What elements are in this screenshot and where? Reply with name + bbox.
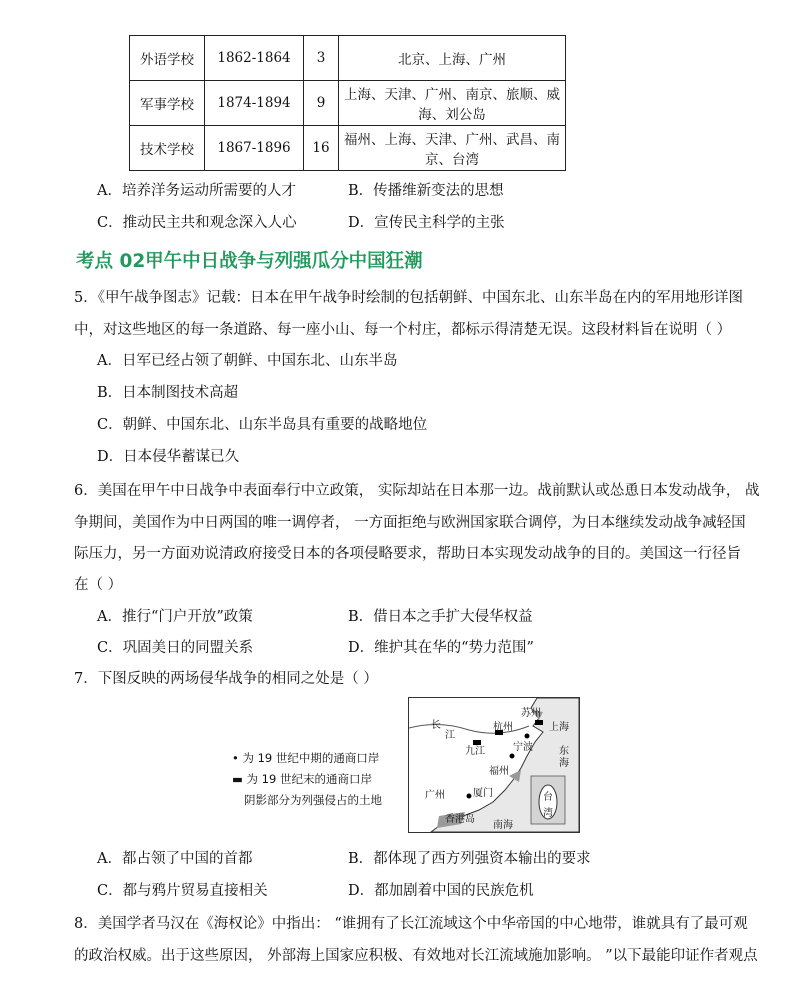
map-label: 江 (445, 730, 455, 741)
table-row (130, 81, 566, 126)
q4-option-c[interactable]: C．推动民主共和观念深入人心 (97, 215, 297, 231)
q6-stem-line: 争期间，美国作为中日两国的唯一调停者， 一方面拒绝与欧洲国家联合调停，为日本继续发动战争减轻国 (74, 515, 746, 531)
q7-option-a[interactable]: A．都占领了中国的首都 (97, 851, 253, 867)
map-label: 广州 (425, 790, 445, 801)
q6-option-b[interactable]: B．借日本之手扩大侵华权益 (348, 609, 533, 625)
q5-option-c[interactable]: C．朝鲜、中国东北、山东半岛具有重要的战略地位 (97, 417, 428, 433)
table-cell: 上海、天津、广州、南京、旅顺、威海、刘公岛 (339, 81, 566, 126)
q6-stem-line: 际压力，另一方面劝说清政府接受日本的各项侵略要求，帮助日本实现发动战争的目的。美国这一行径旨 (74, 546, 741, 562)
table-cell: 1874-1894 (205, 81, 304, 126)
map-label: 香港岛 (445, 814, 475, 825)
map-label: 南海 (493, 820, 513, 831)
section-heading: 考点 02甲午中日战争与列强瓜分中国狂潮 (76, 251, 423, 272)
map-label: 杭州 (493, 722, 513, 733)
map-label: 湾 (543, 808, 553, 819)
q7-option-c[interactable]: C．都与鸦片贸易直接相关 (97, 883, 268, 899)
q5-stem-line: 5．《甲午战争图志》记载：日本在甲午战争时绘制的包括朝鲜、中国东北、山东半岛在内的军用地形详图 (74, 290, 743, 306)
table-row (130, 36, 566, 81)
q7-option-d[interactable]: D．都加剧着中国的民族危机 (348, 883, 534, 899)
map-label: 东 (559, 746, 569, 757)
q6-option-d[interactable]: D．维护其在华的“势力范围” (348, 640, 534, 656)
table-cell: 军事学校 (130, 81, 205, 126)
schools-table (129, 35, 566, 171)
q7-stem: 7．下图反映的两场侵华战争的相同之处是（ ） (74, 671, 378, 687)
map-legend-item: ▬ 为 19 世纪末的通商口岸 (232, 772, 372, 786)
map-label: 苏州 (521, 708, 541, 719)
map-label: 长 (431, 720, 441, 731)
q4-option-b[interactable]: B．传播维新变法的思想 (348, 183, 504, 199)
map-label: 宁波 (513, 742, 533, 753)
q4-option-a[interactable]: A．培养洋务运动所需要的人才 (97, 183, 296, 199)
table-cell: 3 (304, 36, 339, 81)
q8-stem-line: 的政治权威。出于这些原因， 外部海上国家应积极、有效地对长江流域施加影响。 ”以下最能印证作者观点 (74, 948, 758, 964)
map-label: 上海 (549, 722, 569, 733)
coast-map (408, 697, 580, 833)
q6-stem-line: 在（ ） (74, 577, 123, 593)
map-label: 福州 (489, 766, 509, 777)
q6-option-c[interactable]: C．巩固美日的同盟关系 (97, 640, 254, 656)
map-legend-item: 阴影部分为列强侵占的土地 (244, 793, 382, 807)
q8-stem-line: 8．美国学者马汉在《海权论》中指出： “谁拥有了长江流域这个中华帝国的中心地带，谁就具有了最可观 (74, 916, 748, 932)
map-label: 海 (559, 758, 569, 769)
table-cell: 1867-1896 (205, 126, 304, 171)
table-cell: 1862-1864 (205, 36, 304, 81)
table-cell: 福州、上海、天津、广州、武昌、南京、台湾 (339, 126, 566, 171)
table-cell: 16 (304, 126, 339, 171)
q7-option-b[interactable]: B．都体现了西方列强资本输出的要求 (348, 851, 591, 867)
map-label: 台 (543, 792, 553, 803)
q5-option-a[interactable]: A．日军已经占领了朝鲜、中国东北、山东半岛 (97, 353, 398, 369)
table-cell: 北京、上海、广州 (339, 36, 566, 81)
table-cell: 技术学校 (130, 126, 205, 171)
map-label: 厦门 (473, 788, 493, 799)
q5-option-b[interactable]: B．日本制图技术高超 (97, 385, 239, 401)
q5-option-d[interactable]: D．日本侵华蓄谋已久 (97, 449, 240, 465)
table-row (130, 126, 566, 171)
table-cell: 9 (304, 81, 339, 126)
q6-option-a[interactable]: A．推行“门户开放”政策 (97, 609, 253, 625)
table-cell: 外语学校 (130, 36, 205, 81)
q4-option-d[interactable]: D．宣传民主科学的主张 (348, 215, 505, 231)
map-legend-item: • 为 19 世纪中期的通商口岸 (232, 751, 380, 765)
q6-stem-line: 6．美国在甲午中日战争中表面奉行中立政策， 实际却站在日本那一边。战前默认或怂恿日本发动战争， 战 (74, 483, 760, 499)
map-label: 九江 (465, 746, 485, 757)
q5-stem-line: 中，对这些地区的每一条道路、每一座小山、每一个村庄，都标示得清楚无误。这段材料旨在说明（ ） (74, 322, 732, 338)
